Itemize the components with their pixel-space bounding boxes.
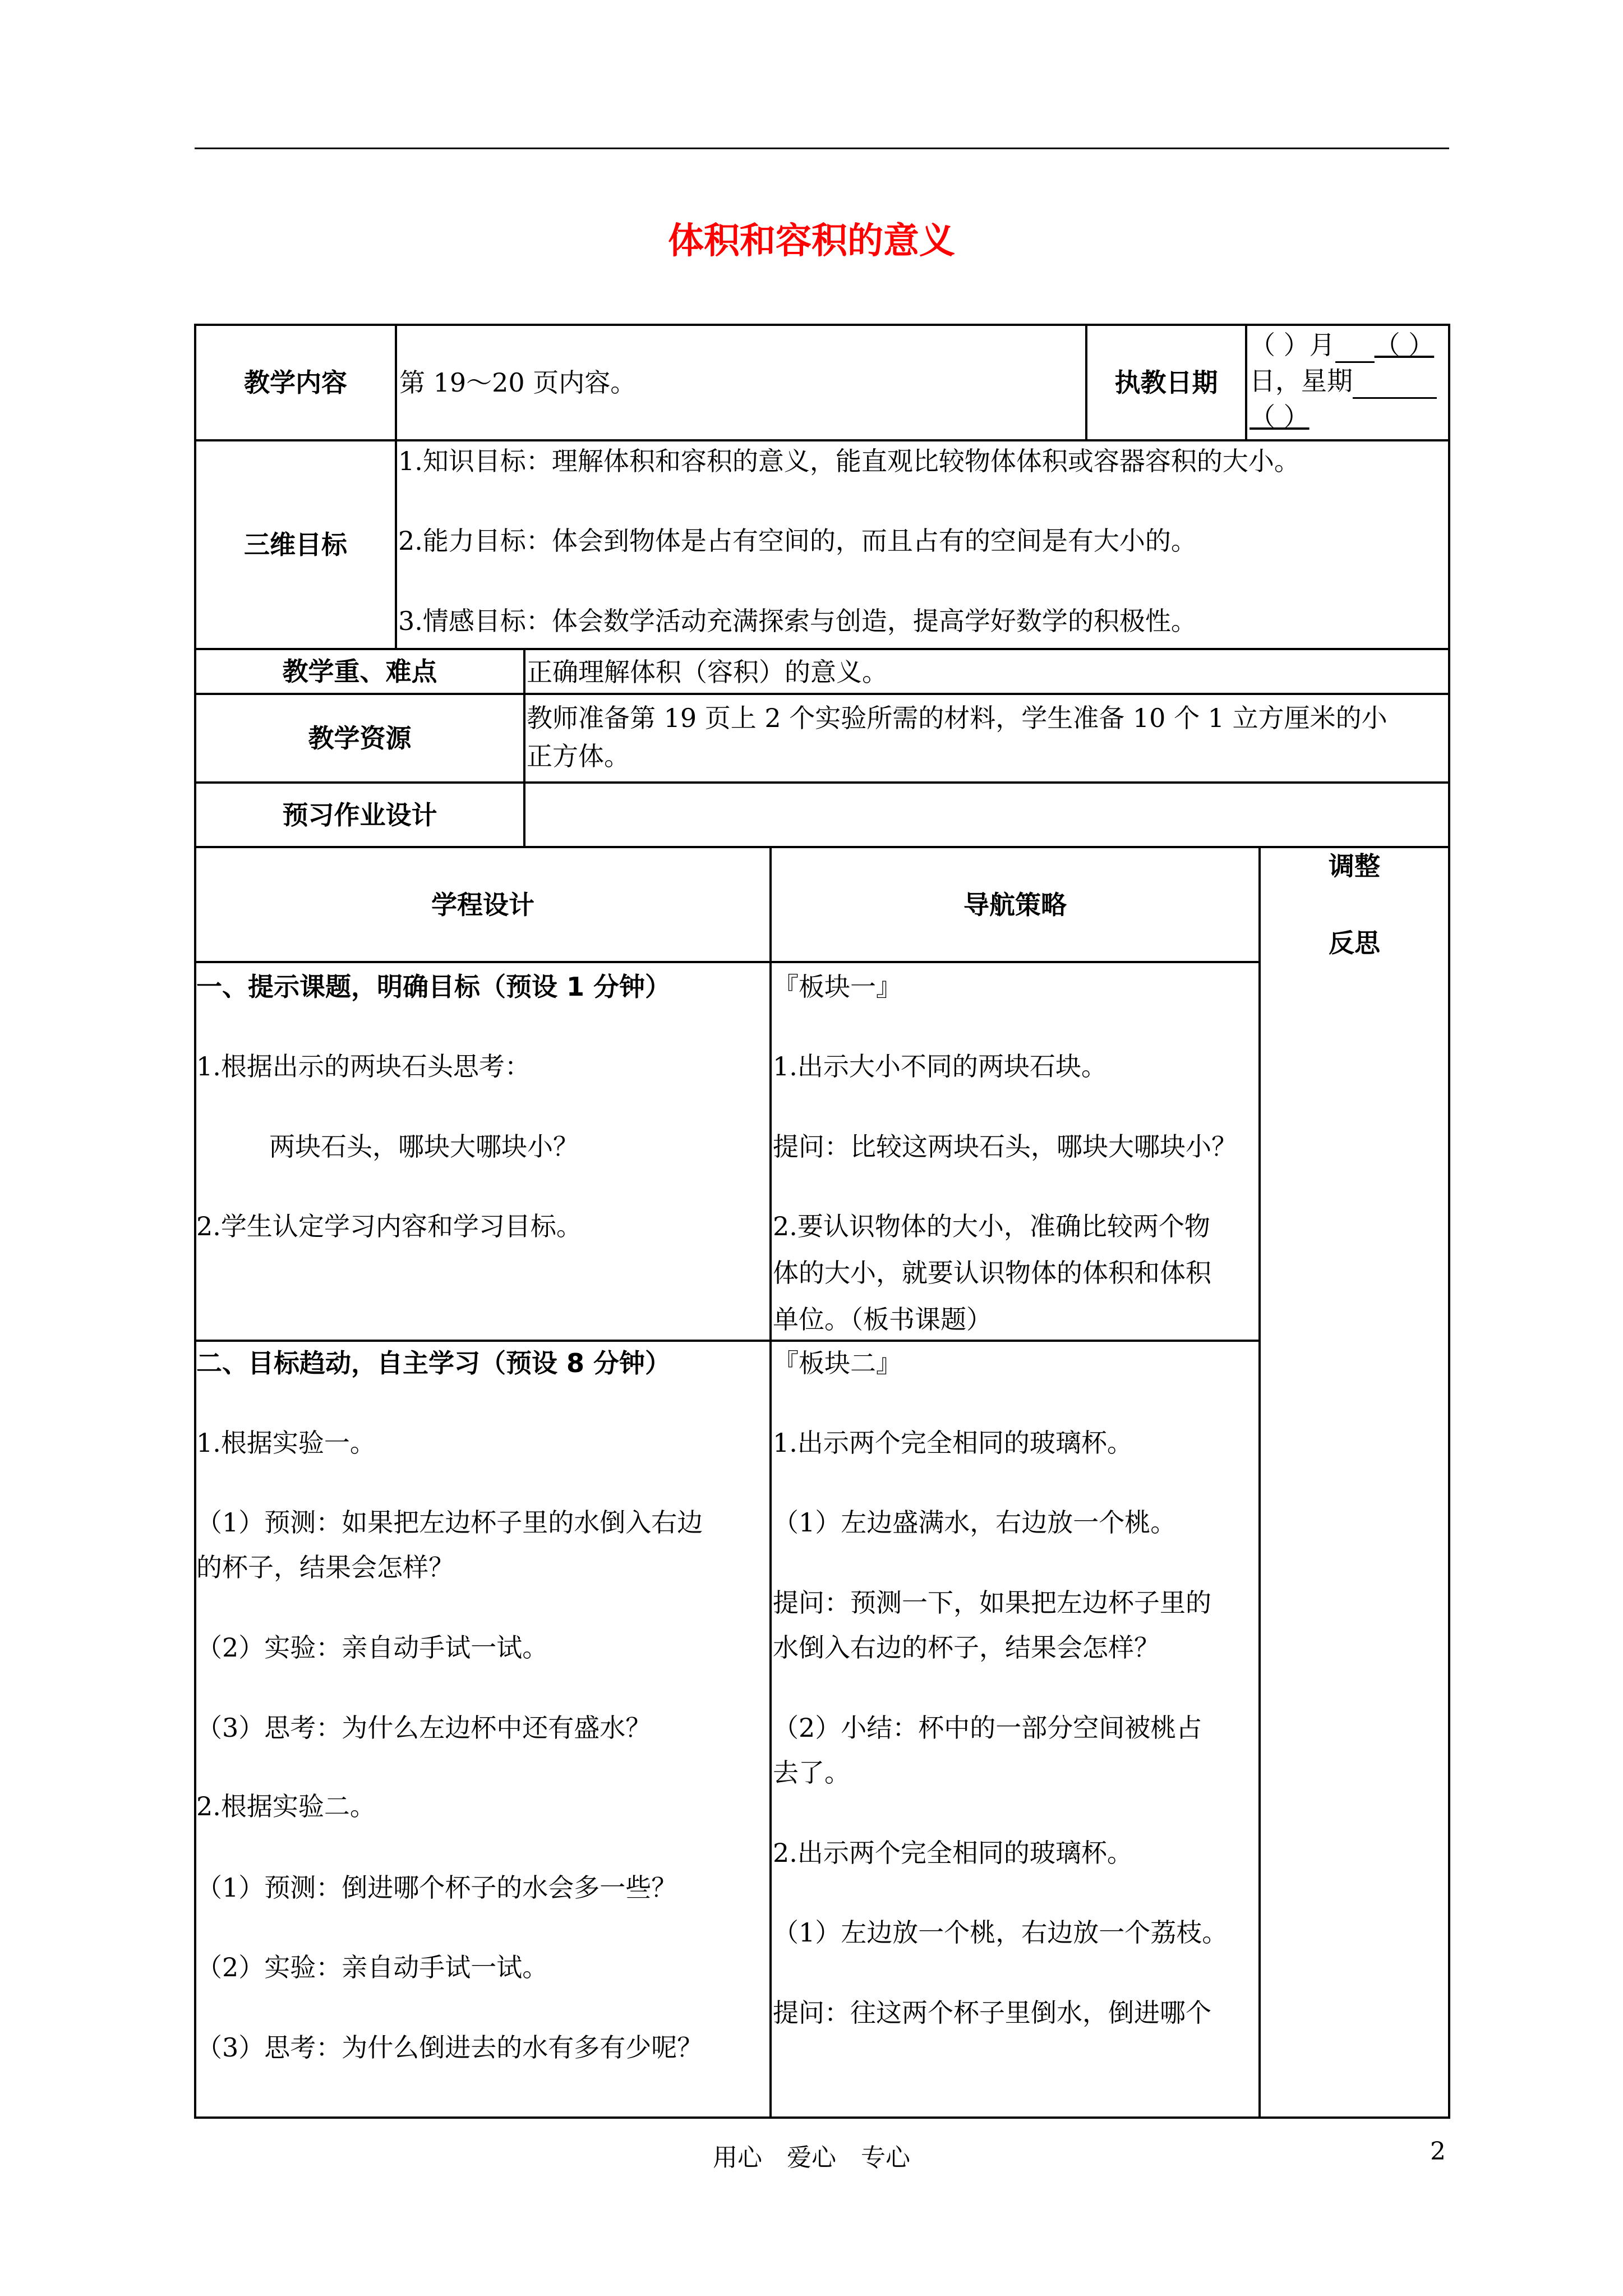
list-item: （2）实验：亲自动手试一试。 [196, 1952, 548, 1982]
date-month-blank: （ ）月 [1249, 330, 1335, 360]
list-item: （3）思考：为什么左边杯中还有盛水？ [196, 1713, 652, 1743]
list-item: 提问：比较这两块石头，哪块大哪块小？ [773, 1131, 1237, 1162]
list-item: （2）实验：亲自动手试一试。 [196, 1632, 548, 1663]
homework-field[interactable] [527, 785, 1446, 844]
date-weekday-blank: （ ） [1249, 402, 1310, 432]
column-design: 学程设计 [431, 889, 534, 920]
section2-strategy [773, 1345, 1258, 2114]
list-item: 的杯子，结果会怎样？ [196, 1552, 454, 1582]
adjust-notes-field[interactable] [1261, 963, 1448, 2116]
list-item: （1）预测：如果把左边杯子里的水倒入右边 [196, 1507, 703, 1538]
list-item: 1.根据实验一。 [196, 1428, 376, 1458]
content-label: 教学内容 [244, 367, 347, 398]
list-item: 2.学生认定学习内容和学习目标。 [196, 1211, 582, 1241]
column-adjust-line-2: 反思 [1329, 928, 1380, 958]
goals-label: 三维目标 [244, 530, 347, 560]
goal-knowledge: 1.知识目标：理解体积和容积的意义，能直观比较物体体积或容器容积的大小。 [398, 446, 1300, 476]
list-item: 1.出示大小不同的两块石块。 [773, 1051, 1107, 1082]
list-item: 1.出示两个完全相同的玻璃杯。 [773, 1428, 1133, 1458]
list-item: 单位。（板书课题） [773, 1304, 992, 1335]
section1-strategy [773, 969, 1258, 1336]
list-item: （3）思考：为什么倒进去的水有多有少呢？ [196, 2032, 703, 2063]
section2-heading: 二、目标趋动，自主学习（预设 8 分钟） [196, 1348, 671, 1378]
teaching-date-field[interactable] [1249, 327, 1448, 439]
block-two-label: 『板块二』 [773, 1348, 902, 1378]
list-item: 体的大小，就要认识物体的体积和体积 [773, 1258, 1211, 1288]
goals-list [398, 443, 1448, 648]
header-rule [195, 148, 1449, 149]
resources-value [527, 700, 1446, 781]
list-item: 去了。 [773, 1757, 850, 1788]
resources-line-1: 教师准备第 19 页上 2 个实验所需的材料，学生准备 10 个 1 立方厘米的小 [527, 703, 1387, 733]
content-value: 第 19～20 页内容。 [399, 367, 637, 398]
list-item: （1）左边放一个桃，右边放一个荔枝。 [773, 1917, 1228, 1948]
resources-line-2: 正方体。 [527, 741, 630, 771]
list-item: （1）左边盛满水，右边放一个桃。 [773, 1507, 1177, 1538]
block-one-label: 『板块一』 [773, 972, 902, 1002]
key-points-label: 教学重、难点 [282, 656, 437, 687]
list-item: 两块石头，哪块大哪块小？ [269, 1131, 579, 1162]
goal-emotion: 3.情感目标：体会数学活动充满探索与创造，提高学好数学的积极性。 [398, 606, 1197, 636]
list-item: 提问：预测一下，如果把左边杯子里的 [773, 1588, 1211, 1618]
section2-design [196, 1345, 769, 2114]
section1-heading: 一、提示课题，明确目标（预设 1 分钟） [196, 972, 671, 1002]
page-number: 2 [1430, 2137, 1446, 2166]
section1-design [196, 969, 769, 1336]
column-adjust-line-1: 调整 [1329, 851, 1380, 881]
homework-label: 预习作业设计 [282, 799, 437, 830]
list-item: 1.根据出示的两块石头思考： [196, 1051, 531, 1082]
list-item: 2.要认识物体的大小，准确比较两个物 [773, 1211, 1210, 1241]
footer-motto: 用心 爱心 专心 [713, 2143, 910, 2172]
list-item: （2）小结：杯中的一部分空间被桃占 [773, 1713, 1202, 1743]
date-label: 执教日期 [1114, 367, 1218, 398]
column-adjust [1261, 848, 1448, 961]
list-item: 水倒入右边的杯子，结果会怎样？ [773, 1632, 1160, 1663]
column-strategy: 导航策略 [963, 889, 1067, 920]
key-points-value: 正确理解体积（容积）的意义。 [527, 657, 888, 687]
goal-ability: 2.能力目标：体会到物体是占有空间的，而且占有的空间是有大小的。 [398, 526, 1197, 556]
page-title: 体积和容积的意义 [668, 220, 955, 262]
list-item: 提问：往这两个杯子里倒水，倒进哪个 [773, 1998, 1211, 2028]
list-item: （1）预测：倒进哪个杯子的水会多一些？ [196, 1872, 677, 1903]
date-day-blank: （ ） [1374, 330, 1435, 360]
list-item: 2.根据实验二。 [196, 1791, 376, 1821]
list-item: 2.出示两个完全相同的玻璃杯。 [773, 1838, 1133, 1868]
resources-label: 教学资源 [308, 723, 412, 753]
date-weekday-label: 日，星期 [1249, 366, 1353, 396]
